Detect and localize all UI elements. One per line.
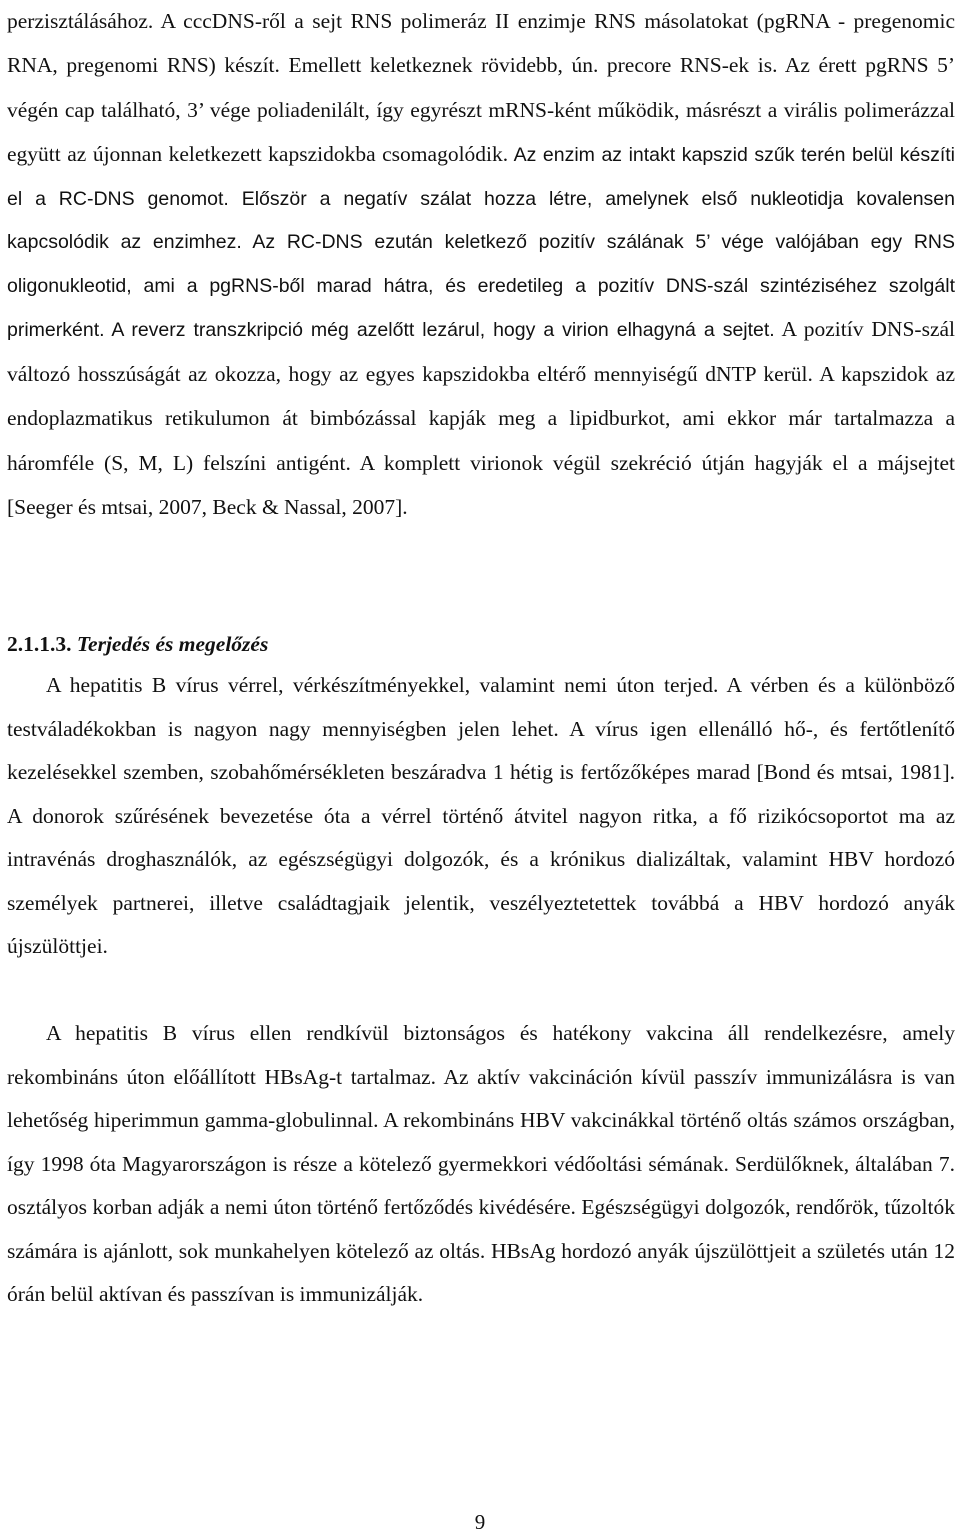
section-title: Terjedés és megelőzés	[76, 632, 269, 656]
body-paragraph-1	[7, 0, 955, 531]
body-paragraph-2: A hepatitis B vírus vérrel, vérkészítményekkel, valamint nemi úton terjed. A vérben és a különböző testváladékokban is nagyon nagy mennyiségben jelen lehet. A vírus igen ellenálló hő-, és fertőtlenítő kezelésekkel szemben, szobahőmérsékleten beszáradva 1 hétig is fertőzőképes marad [Bond és mtsai, 1981]. A donorok szűrésének bevezetése óta a vérrel történő átvitel nagyon ritka, a fő rizikócsoportot ma az intravénás droghasználók, az egészségügyi dolgozók, és a krónikus dializáltak, valamint HBV hordozó személyek partnerei, illetve családtagjaik jelentik, veszélyeztetettek továbbá a HBV hordozó anyák újszülöttjei.	[7, 673, 955, 958]
paragraph-1-sans-segment: Az enzim az intakt kapszid szűk terén belül készíti el a RC-DNS genomot. Először a negatív szálat hozza létre, amelynek első nukleotidja kovalensen kapcsolódik az enzimhez. Az RC-DNS ezután keletkező pozitív szálának 5’ vége valójában egy RNS oligonukleotid, ami a pgRNS-ből marad hátra, és eredetileg a pozitív DNS-szál szintéziséhez szolgált primerként. A reverz transzkripció még azelőtt lezárul, hogy a virion elhagyná a sejtet.	[7, 144, 955, 341]
page-number: 9	[474, 1510, 486, 1534]
section-heading	[7, 628, 268, 660]
paragraph-1-serif-lead: perzisztálásához. A cccDNS-ről a sejt RNS polimeráz II enzimje RNS másolatokat (pgRNA - pregenomic RNA, pregenomi RNS) készít. Emellett keletkeznek rövidebb, ún. precore RNS-ek is. Az érett pgRNS 5’ végén cap található, 3’ vége poliadenilált, így egyrészt mRNS-ként működik, másrészt a virális polimerázzal együtt az újonnan keletkezett kapszidokba csomagolódik.	[7, 8, 955, 166]
body-paragraph-3: A hepatitis B vírus ellen rendkívül biztonságos és hatékony vakcina áll rendelkezésre, amely rekombináns úton előállított HBsAg-t tartalmaz. Az aktív vakcináción kívül passzív immunizálásra is van lehetőség hiperimmun gamma-globulinnal. A rekombináns HBV vakcinákkal történő oltás számos országban, így 1998 óta Magyarországon is része a kötelező gyermekkori védőoltási sémának. Serdülőknek, általában 7. osztályos korban adják a nemi úton történő fertőződés kivédésére. Egészségügyi dolgozók, rendőrök, tűzoltók számára is ajánlott, sok munkahelyen kötelező az oltás. HBsAg hordozó anyák újszülöttjeit a születés után 12 órán belül aktívan és passzívan is immunizálják.	[7, 1021, 955, 1306]
section-number: 2.1.1.3.	[7, 632, 72, 656]
paragraph-1-serif-tail: A pozitív DNS-szál változó hosszúságát az okozza, hogy az egyes kapszidokba eltérő mennyiségű dNTP kerül. A kapszidok az endoplazmatikus retikulumon át bimbózással kapják meg a lipidburkot, ami ekkor már tartalmazza a háromféle (S, M, L) felszíni antigént. A komplett virionok végül szekréció útján hagyják el a májsejtet [Seeger és mtsai, 2007, Beck & Nassal, 2007].	[7, 317, 955, 519]
